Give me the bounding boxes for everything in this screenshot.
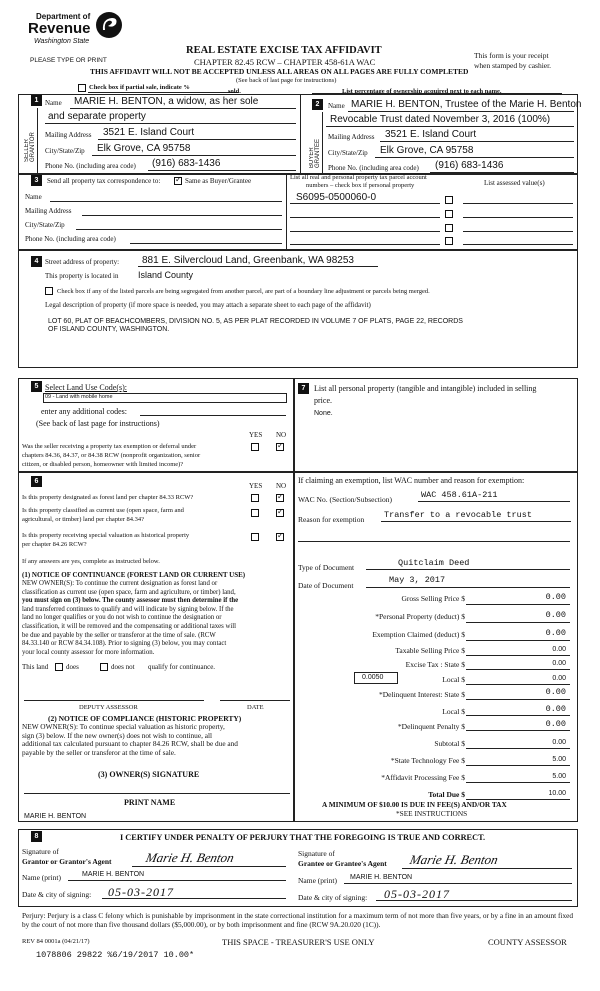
doc-type-label: Type of Document [298,563,355,572]
if-yes-label: If any answers are yes, complete as instructed below. [22,558,160,565]
dor-logo [22,8,132,52]
buyer-side-label: BUYER GRANTEE [309,138,321,168]
notice-1-line: be due and payable by the seller or transferor at the time of sale. (RCW [22,631,216,639]
seller-city-underline [92,155,296,156]
tax-label-personal: *Personal Property (deduct) $ [375,612,465,621]
tax-line [466,699,570,700]
additional-codes-line [140,415,286,416]
corr-phone-line [130,243,282,244]
see-instructions: *SEE INSTRUCTIONS [396,809,468,818]
grantee-name[interactable]: MARIE H. BENTON [350,874,413,881]
assessed-header: List assessed value(s) [484,179,545,187]
tax-value-subtotal[interactable]: 0.00 [552,739,566,746]
tax-value-delinq-local[interactable]: 0.00 [545,704,566,714]
reason-underline [381,521,571,522]
notice-1-line: you must sign on (3) below. The county assessor must then determine if the [22,597,239,605]
form-title: REAL ESTATE EXCISE TAX AFFIDAVIT [186,45,382,56]
street-address[interactable]: 881 E. Silvercloud Land, Greenbank, WA 98253 [142,255,354,266]
s5-yes: YES [249,431,263,439]
s6-yes: YES [249,482,263,490]
parcel-3-checkbox[interactable] [445,224,453,232]
tax-label-penalty: *Delinquent Penalty $ [397,722,465,731]
seller-name-label: Name [45,99,62,107]
s5-q1-line3: citizen, or disabled person, homeowner with limited income)? [22,461,184,468]
segregated-checkbox[interactable] [45,287,53,295]
parcel-1-checkbox[interactable] [445,196,453,204]
reason-label: Reason for exemption [298,515,365,524]
s6-q2-yes-checkbox[interactable] [251,509,259,517]
see-back-5: (See back of last page for instructions) [36,419,160,428]
tax-label-subtotal: Subtotal $ [434,739,465,748]
notice-1-line: classification as current use (open space, farm and agriculture, or timber) land, [22,588,236,596]
buyer-phone-underline [430,172,574,173]
tax-value-gross[interactable]: 0.00 [545,592,566,602]
land-use-value: 09 - Land with mobile home [45,394,113,400]
form-chapter: CHAPTER 82.45 RCW – CHAPTER 458-61A WAC [194,57,376,67]
tax-value-personal[interactable]: 0.00 [545,610,566,620]
seller-phone-underline [148,170,296,171]
tax-line [466,604,570,605]
s6-q1: Is this property designated as forest land per chapter 84.33 RCW? [22,494,194,501]
s6-q2-no-checkbox[interactable] [276,509,284,517]
tax-label-affidavit-fee: *Affidavit Processing Fee $ [381,773,465,782]
assessed-line-2 [463,217,573,218]
tax-line [466,765,570,766]
grantor-sig-line [132,866,286,867]
buyer-side-divider [322,112,323,174]
certify-statement: I CERTIFY UNDER PENALTY OF PERJURY THAT THE FOREGOING IS TRUE AND CORRECT. [120,833,486,842]
section-4-box [18,250,578,368]
county[interactable]: Island County [138,270,194,280]
s6-q3-no-checkbox[interactable] [276,533,284,541]
buyer-city-label: City/State/Zip [328,149,368,157]
grantee-sig-label-2: Grantee or Grantee's Agent [298,859,387,868]
print-name-value[interactable]: MARIE H. BENTON [24,813,87,820]
personal-property-price: price. [314,396,332,405]
doc-type-value[interactable]: Quitclaim Deed [398,558,470,568]
tax-line [466,684,570,685]
tax-value-excise-local[interactable]: 0.00 [552,675,566,682]
deputy-sig-line [24,700,204,701]
notice-1-line: 84.33.140 or RCW 84.34.108). Prior to signing (3) below, you may contact [22,640,227,648]
parcel-line-1 [290,203,440,204]
tax-label-exemption: Exemption Claimed (deduct) $ [372,630,465,639]
seller-address[interactable]: 3521 E. Island Court [103,127,195,138]
deputy-date-label: DATE [247,704,264,711]
buyer-phone-label: Phone No. (including area code) [328,164,419,172]
send-tax-label: Send all property tax correspondence to: [47,177,161,185]
notice-1-text [22,580,290,657]
partial-sold: sold. [228,88,241,95]
tax-line [466,669,570,670]
parcel-header-2: numbers – check box if personal property [306,182,415,189]
please-type: PLEASE TYPE OR PRINT [30,57,107,64]
notice-2-line: sign (3) below. If the new owner(s) does not wish to continue, all [22,730,213,740]
qualify-label: qualify for continuance. [148,663,216,671]
corr-name-label: Name [25,193,42,201]
personal-property-value[interactable]: None. [314,410,333,417]
tax-label-gross: Gross Selling Price $ [401,594,465,603]
grantor-sig-label-1: Signature of [22,847,59,856]
buyer-name-label: Name [328,102,345,110]
buyer-address-label: Mailing Address [328,133,375,141]
corr-city-line [76,229,282,230]
divider-1-2 [300,94,301,174]
notice-2-line: additional tax calculated pursuant to chapter 84.26 RCW, shall be due and [22,739,238,748]
tax-value-delinq-state[interactable]: 0.00 [545,687,566,697]
s5-q1-line1: Was the seller receiving a property tax exemption or deferral under [22,443,197,450]
s5-no: NO [276,431,287,439]
seller-name-line2[interactable]: and separate property [48,111,146,122]
s6-q1-no-checkbox[interactable] [276,494,284,502]
street-address-label: Street address of property: [45,258,120,266]
legal-description-line2[interactable]: OF ISLAND COUNTY, WASHINGTON. [48,326,170,333]
doc-type-underline [366,569,570,570]
section-8-badge: 8 [31,831,42,842]
tax-label-excise-local: Local $ [442,675,465,684]
see-back-top: (See back of last page for instructions) [236,77,337,84]
grantee-sig-line [402,868,572,869]
additional-codes-label: enter any additional codes: [41,407,127,416]
grantee-date-line [376,900,572,901]
section-6-badge: 6 [31,476,42,487]
grantor-name-line [68,880,286,881]
legal-description-label: Legal description of property (if more space is needed, you may attach a separate sheet to each page of the affidavit) [45,301,371,309]
partial-sale-line [88,92,238,93]
grantor-sig-label-2: Grantor or Grantor's Agent [22,857,112,866]
doc-date-underline [366,587,570,588]
this-land-label: This land [22,663,49,671]
notice-2-line: payable by the seller or transferor at the time of sale. [22,747,176,757]
assessed-line-1 [463,203,573,204]
s6-q2-line2: agricultural, or timber) land per chapter 84.34? [22,516,145,523]
notice-1-line: land no longer qualifies or you do not wish to continue the designation or [22,614,222,622]
buyer-address[interactable]: 3521 E. Island Court [385,129,477,140]
wac-label: WAC No. (Section/Subsection) [298,495,392,504]
receipt-line1: This form is your receipt [474,51,549,60]
seller-name-line1[interactable]: MARIE H. BENTON, a widow, as her sole [74,96,259,107]
s6-q2-line1: Is this property classified as current use (open space, farm and [22,507,184,514]
grantor-date[interactable]: 05-03-2017 [108,885,174,899]
s6-q3-line2: per chapter 84.26 RCW? [22,541,87,548]
section-5-badge: 5 [31,381,42,392]
seller-city-label: City/State/Zip [45,147,85,155]
section-7-badge: 7 [298,383,309,394]
county-assessor: COUNTY ASSESSOR [488,937,567,947]
does-label: does [66,663,79,671]
parcel-line-3 [290,231,440,232]
cashier-stamp: 1078806 29822 %6/19/2017 10.00* [36,950,195,960]
exemption-claim-label: If claiming an exemption, list WAC number and reason for exemption: [298,476,525,485]
same-as-buyer-label: Same as Buyer/Grantee [185,177,252,185]
doc-date-value[interactable]: May 3, 2017 [389,575,446,585]
section-3-divider [286,174,287,250]
grantor-signature[interactable]: Marie H. Benton [144,850,236,865]
form-revision: REV 84 0001a (04/21/17) [22,938,90,945]
tax-line [466,655,570,656]
dor-swirl-icon [94,10,124,40]
s5-q1-no-checkbox[interactable] [276,443,284,451]
notice-1-line: your local county assessor for more information. [22,648,155,656]
partial-sale-label: Check box if partial sale, indicate % [89,84,190,91]
land-use-label: Select Land Use Code(s): [45,383,127,392]
corr-address-line [82,215,282,216]
s5-q1-line2: chapters 84.36, 84.37, or 84.38 RCW (nonprofit organization, senior [22,452,201,459]
local-rate-value: 0.0050 [362,674,384,681]
s6-q1-yes-checkbox[interactable] [251,494,259,502]
street-underline [138,266,378,267]
tax-line [466,782,570,783]
deputy-assessor-label: DEPUTY ASSESSOR [79,704,138,711]
owner-signature-label: (3) OWNER(S) SIGNATURE [98,770,200,779]
section-4-badge: 4 [31,256,42,267]
logo-dept-line1: Department of [36,12,91,21]
grantor-name[interactable]: MARIE H. BENTON [82,871,145,878]
seller-phone-label: Phone No. (including area code) [45,162,136,170]
tax-value-penalty[interactable]: 0.00 [545,719,566,729]
located-label: This property is located in [45,272,119,280]
tax-label-total: Total Due $ [428,790,465,799]
grantee-name-line [344,883,572,884]
grantee-date[interactable]: 05-03-2017 [384,887,450,901]
tax-value-total[interactable]: 10.00 [548,790,566,797]
partial-sale-checkbox[interactable] [78,84,86,92]
tax-line [466,640,570,641]
logo-dept-line3: Washington State [34,38,90,45]
seller-name-underline2 [45,123,296,124]
perjury-notice: Perjury: Perjury is a class C felony which is punishable by imprisonment in the state correctional institution for a maximum term of not more than five years, or by a fine in an amount fixed by the court of not more than five thousand dollars ($5,000.00), or by both imprisonment and fine (RCW 9A.20.020 (1C)). [22,911,573,929]
seller-side-label: SELLER GRANTOR [24,132,36,162]
tax-line [466,730,570,731]
owner-sig-line [24,793,290,794]
notice-2-line: NEW OWNER(S): To continue special valuation as historic property, [22,722,225,731]
s6-q3-line1: Is this property receiving special valuation as historical property [22,532,190,539]
buyer-name-underline2 [326,126,574,127]
seller-address-label: Mailing Address [45,131,92,139]
parcel-2-checkbox[interactable] [445,210,453,218]
tax-value-affidavit-fee[interactable]: 5.00 [552,773,566,780]
corr-phone-label: Phone No. (including area code) [25,235,116,243]
personal-property-label: List all personal property (tangible and intangible) included in selling [314,384,537,393]
tax-line [466,748,570,749]
same-as-buyer-checkbox[interactable] [174,177,182,185]
corr-name-line [50,201,282,202]
seller-city[interactable]: Elk Grove, CA 95758 [97,143,191,154]
buyer-city-underline [375,157,574,158]
s5-q1-yes-checkbox[interactable] [251,443,259,451]
tax-line [466,622,570,623]
tax-value-exemption[interactable]: 0.00 [545,628,566,638]
tax-label-excise-state: Excise Tax : State $ [405,660,465,669]
s6-no: NO [276,482,287,490]
logo-dept-line2: Revenue [28,20,91,37]
notice-1-line: classification, it will be removed and the compensating or additional taxes will [22,622,237,630]
tax-label-taxable: Taxable Selling Price $ [395,646,465,655]
doc-date-label: Date of Document [298,581,354,590]
parcel-4-checkbox[interactable] [445,237,453,245]
notice-2-text [22,723,290,757]
wac-value[interactable]: WAC 458.61A-211 [421,490,498,500]
ownership-note: List percentage of ownership acquired next to each name. [342,88,502,95]
corr-city-label: City/State/Zip [25,221,65,229]
section-1-badge: 1 [31,95,42,106]
section-3-badge: 3 [31,175,42,186]
notice-1-line: NEW OWNER(S): To continue the current designation as forest land or [22,580,218,587]
notice-2-title: (2) NOTICE OF COMPLIANCE (HISTORIC PROPERTY) [48,714,242,723]
assessed-line-3 [463,231,573,232]
wac-underline [418,501,570,502]
grantee-sig-label-1: Signature of [298,849,335,858]
seller-name-underline1 [70,108,296,109]
tax-label-tech-fee: *State Technology Fee $ [390,756,465,765]
assessed-line-4 [463,244,573,245]
notice-1-title: (1) NOTICE OF CONTINUANCE (FOREST LAND OR CURRENT USE) [22,571,246,579]
grantor-date-label: Date & city of signing: [22,890,92,899]
buyer-address-underline [380,141,574,142]
does-not-label: does not [111,663,135,671]
tax-line [466,715,570,716]
buyer-name-line1[interactable]: MARIE H. BENTON, Trustee of the Marie H. Benton [351,99,582,110]
form-warning: THIS AFFIDAVIT WILL NOT BE ACCEPTED UNLESS ALL AREAS ON ALL PAGES ARE FULLY COMPLETED [90,67,469,76]
does-checkbox[interactable] [55,663,63,671]
tax-value-excise-state[interactable]: 0.00 [552,660,566,667]
tax-value-tech-fee[interactable]: 5.00 [552,756,566,763]
print-name-label: PRINT NAME [124,798,176,807]
does-not-checkbox[interactable] [100,663,108,671]
grantor-date-line [102,898,286,899]
tax-value-taxable[interactable]: 0.00 [552,646,566,653]
receipt-line2: when stamped by cashier. [474,61,552,70]
legal-description-line1[interactable]: LOT 60, PLAT OF BEACHCOMBERS, DIVISION NO. 5, AS PER PLAT RECORDED IN VOLUME 7 OF PLATS, PAGE 22, RECORDS [48,318,463,325]
grantee-name-label: Name (print) [298,876,337,885]
seller-phone[interactable]: (916) 683-1436 [152,158,221,169]
segregated-label: Check box if any of the listed parcels are being segregated from another parcel, are part of a boundary line adjustment or parcels being merged. [57,288,430,295]
buyer-name-underline1 [348,111,574,112]
reason-underline-2 [298,541,570,542]
parcel-number-1[interactable]: S6095-0500060-0 [296,192,377,203]
notice-1-line: land transferred continues to qualify and will indicate by signing below. If the [22,605,234,613]
tax-label-delinq-local: Local $ [442,707,465,716]
minimum-notice: A MINIMUM OF $10.00 IS DUE IN FEE(S) AND/OR TAX [322,800,507,809]
grantee-signature[interactable]: Marie H. Benton [408,852,500,867]
reason-value[interactable]: Transfer to a revocable trust [384,510,532,520]
buyer-phone[interactable]: (916) 683-1436 [435,160,504,171]
deputy-date-line [220,700,290,701]
parcel-line-4 [290,244,440,245]
buyer-city[interactable]: Elk Grove, CA 95758 [380,145,474,156]
parcel-line-2 [290,217,440,218]
section-2-badge: 2 [312,99,323,110]
corr-address-label: Mailing Address [25,207,72,215]
seller-side-divider [37,108,38,174]
s6-q3-yes-checkbox[interactable] [251,533,259,541]
seller-address-underline [98,139,296,140]
parcel-header-1: List all real and personal property tax parcel account [290,174,427,181]
grantee-date-label: Date & city of signing: [298,893,368,902]
tax-label-delinq-state: *Delinquent Interest: State $ [378,690,465,699]
buyer-name-line2[interactable]: Revocable Trust dated November 3, 2016 (100%) [330,114,551,125]
grantor-name-label: Name (print) [22,873,61,882]
treasurer-use: THIS SPACE - TREASURER'S USE ONLY [222,937,375,947]
